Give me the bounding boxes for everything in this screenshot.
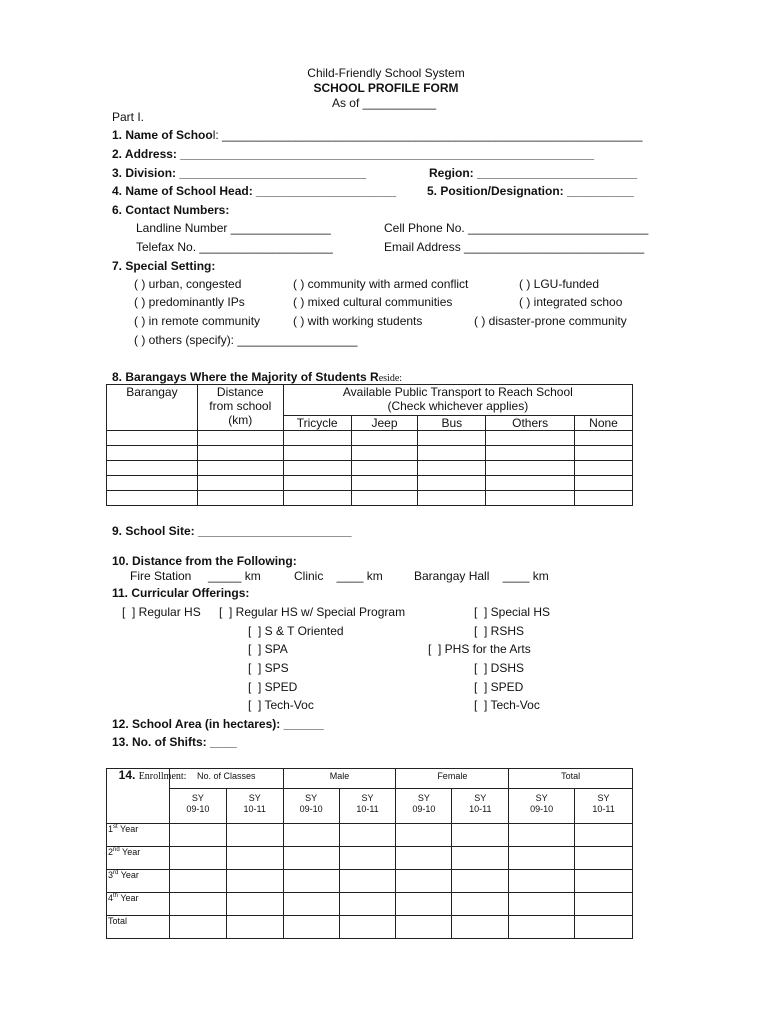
- special-setting-title: 7. Special Setting:: [112, 259, 216, 273]
- phs-arts-option: [ ] PHS for the Arts: [428, 642, 531, 656]
- sy-1011-female: SY 10-11: [452, 789, 509, 824]
- school-head-field: 4. Name of School Head: _____________________: [112, 184, 397, 198]
- table-row: [107, 824, 633, 847]
- rshs-option: [ ] RSHS: [474, 624, 525, 638]
- cell[interactable]: [283, 916, 339, 939]
- fire-station-field: Fire Station _____ km: [130, 569, 261, 583]
- sy-1011-total: SY 10-11: [575, 789, 633, 824]
- cell[interactable]: [575, 870, 633, 893]
- cell[interactable]: [351, 431, 418, 446]
- cell[interactable]: [575, 476, 633, 491]
- cell[interactable]: [107, 431, 198, 446]
- position-field: 5. Position/Designation: __________: [427, 184, 634, 198]
- st-oriented-option: [ ] S & T Oriented: [248, 624, 344, 638]
- option-integrated: ( ) integrated schoo: [519, 295, 623, 309]
- sy-1011-classes: SY 10-11: [226, 789, 283, 824]
- cell[interactable]: [339, 870, 396, 893]
- cell[interactable]: [509, 893, 575, 916]
- sped-option: [ ] SPED: [248, 680, 298, 694]
- cell[interactable]: [575, 847, 633, 870]
- row-label-4th-year: 4th Year: [107, 893, 170, 916]
- cell[interactable]: [575, 824, 633, 847]
- cell[interactable]: [107, 446, 198, 461]
- cell[interactable]: [339, 847, 396, 870]
- sy-0910-classes: SY 09-10: [169, 789, 226, 824]
- cell[interactable]: [509, 916, 575, 939]
- col-others: Others: [486, 416, 575, 431]
- cell[interactable]: [452, 824, 509, 847]
- cell[interactable]: [509, 824, 575, 847]
- option-mixed-cultural: ( ) mixed cultural communities: [293, 295, 453, 309]
- table-row: [107, 847, 633, 870]
- cell[interactable]: [396, 824, 452, 847]
- table-row: [107, 870, 633, 893]
- sy-0910-male: SY 09-10: [283, 789, 339, 824]
- contact-numbers-title: 6. Contact Numbers:: [112, 203, 230, 217]
- special-hs-option: [ ] Special HS: [474, 605, 551, 619]
- row-label-1st-year: 1st Year: [107, 824, 170, 847]
- cell[interactable]: [226, 893, 283, 916]
- col-bus: Bus: [418, 416, 486, 431]
- cell[interactable]: [575, 893, 633, 916]
- group-classes: No. of Classes: [169, 769, 283, 789]
- sy-1011-male: SY 10-11: [339, 789, 396, 824]
- techvoc-right-option: [ ] Tech-Voc: [474, 698, 540, 712]
- cell[interactable]: [283, 870, 339, 893]
- distance-header-line2: from school: [209, 399, 272, 413]
- techvoc-option: [ ] Tech-Voc: [248, 698, 314, 712]
- cell[interactable]: [396, 916, 452, 939]
- col-jeep: Jeep: [351, 416, 418, 431]
- school-site-field: 9. School Site: _______________________: [112, 524, 352, 538]
- regular-special-option: [ ] Regular HS w/ Special Program: [219, 605, 406, 619]
- telefax-field: Telefax No. ____________________: [136, 240, 333, 254]
- landline-field: Landline Number _______________: [136, 221, 331, 235]
- cell[interactable]: [396, 893, 452, 916]
- sped-right-option: [ ] SPED: [474, 680, 524, 694]
- col-distance-header: [197, 385, 283, 431]
- cell[interactable]: [283, 446, 351, 461]
- cell[interactable]: [351, 461, 418, 476]
- cell[interactable]: [486, 461, 575, 476]
- col-none: None: [575, 416, 633, 431]
- table-row: [107, 893, 633, 916]
- cell[interactable]: [339, 893, 396, 916]
- address-field: 2. Address: ______________________________________________________________: [112, 147, 595, 161]
- cell[interactable]: [283, 491, 351, 506]
- cell[interactable]: [486, 476, 575, 491]
- cell[interactable]: [169, 916, 226, 939]
- cell[interactable]: [226, 870, 283, 893]
- cell[interactable]: [169, 893, 226, 916]
- option-working-students: ( ) with working students: [293, 314, 423, 328]
- group-total: Total: [509, 769, 633, 789]
- cellphone-field: Cell Phone No. ___________________________: [384, 221, 649, 235]
- option-urban: ( ) urban, congested: [134, 277, 242, 291]
- cell[interactable]: [283, 476, 351, 491]
- cell[interactable]: [107, 476, 198, 491]
- form-title: SCHOOL PROFILE FORM: [313, 81, 459, 95]
- cell[interactable]: [226, 824, 283, 847]
- cell[interactable]: [418, 491, 486, 506]
- cell[interactable]: [452, 847, 509, 870]
- transport-header: [283, 385, 632, 416]
- col-tricycle: Tricycle: [283, 416, 351, 431]
- transport-header-line2: (Check whichever applies): [387, 399, 529, 413]
- cell[interactable]: [418, 431, 486, 446]
- barangay-table: [106, 384, 633, 506]
- table-row: [107, 491, 633, 506]
- cell[interactable]: [351, 446, 418, 461]
- cell[interactable]: [226, 916, 283, 939]
- barangay-hall-field: Barangay Hall ____ km: [414, 569, 549, 583]
- option-remote: ( ) in remote community: [134, 314, 261, 328]
- cell[interactable]: [509, 870, 575, 893]
- cell[interactable]: [107, 461, 198, 476]
- school-name-field: [112, 128, 642, 142]
- table-row: [107, 446, 633, 461]
- cell[interactable]: [339, 824, 396, 847]
- spa-option: [ ] SPA: [248, 642, 288, 656]
- sy-0910-total: SY 09-10: [509, 789, 575, 824]
- region-field: Region: ________________________: [429, 166, 638, 180]
- cell[interactable]: [452, 916, 509, 939]
- clinic-field: Clinic ____ km: [294, 569, 383, 583]
- sy-0910-female: SY 09-10: [396, 789, 452, 824]
- cell[interactable]: [575, 446, 633, 461]
- cell[interactable]: [486, 446, 575, 461]
- cell[interactable]: [197, 491, 283, 506]
- cell[interactable]: [418, 461, 486, 476]
- barangay-section-title: [112, 370, 402, 384]
- cell[interactable]: [197, 446, 283, 461]
- cell[interactable]: [339, 916, 396, 939]
- sps-option: [ ] SPS: [248, 661, 289, 675]
- enrollment-table: [106, 768, 633, 939]
- option-armed-conflict: ( ) community with armed conflict: [293, 277, 469, 291]
- cell[interactable]: [575, 491, 633, 506]
- cell[interactable]: [283, 847, 339, 870]
- enrollment-corner: [107, 769, 170, 824]
- cell[interactable]: [197, 431, 283, 446]
- enrollment-number: 14.: [118, 768, 139, 782]
- table-row: [107, 916, 633, 939]
- shifts-field: 13. No. of Shifts: ____: [112, 735, 237, 749]
- cell[interactable]: [418, 446, 486, 461]
- transport-header-line1: Available Public Transport to Reach School: [342, 385, 573, 399]
- barangay-title-main: 8. Barangays Where the Majority of Students R: [112, 370, 379, 384]
- row-label-3rd-year: 3rd Year: [107, 870, 170, 893]
- cell[interactable]: [452, 893, 509, 916]
- group-female: Female: [396, 769, 509, 789]
- cell[interactable]: [452, 870, 509, 893]
- distance-title: 10. Distance from the Following:: [112, 554, 297, 568]
- cell[interactable]: [509, 847, 575, 870]
- cell[interactable]: [396, 847, 452, 870]
- table-row: [107, 476, 633, 491]
- group-male: Male: [283, 769, 396, 789]
- distance-header-line3: (km): [228, 413, 253, 427]
- cell[interactable]: [226, 847, 283, 870]
- option-lgu-funded: ( ) LGU-funded: [519, 277, 600, 291]
- row-label-2nd-year: 2nd Year: [107, 847, 170, 870]
- enrollment-title-text: Enrollment:: [138, 771, 187, 782]
- cell[interactable]: [351, 491, 418, 506]
- distance-header-line1: Distance: [216, 385, 264, 399]
- option-disaster-prone: ( ) disaster-prone community: [474, 314, 627, 328]
- table-row: [107, 431, 633, 446]
- division-field: 3. Division: ____________________________: [112, 166, 367, 180]
- cell[interactable]: [418, 476, 486, 491]
- cell[interactable]: [169, 847, 226, 870]
- col-barangay-header: Barangay: [107, 385, 198, 431]
- cell[interactable]: [575, 461, 633, 476]
- barangay-title-tail: eside:: [378, 373, 403, 384]
- curricular-title: 11. Curricular Offerings:: [112, 586, 250, 600]
- cell[interactable]: [575, 431, 633, 446]
- cell[interactable]: [396, 870, 452, 893]
- system-name: Child-Friendly School System: [307, 66, 465, 80]
- as-of-line: As of ___________: [331, 96, 437, 110]
- table-row: [107, 461, 633, 476]
- cell[interactable]: [486, 491, 575, 506]
- school-area-field: 12. School Area (in hectares): ______: [112, 717, 324, 731]
- cell[interactable]: [283, 461, 351, 476]
- cell[interactable]: [197, 461, 283, 476]
- regular-hs-option: [ ] Regular HS: [122, 605, 201, 619]
- option-others: ( ) others (specify): __________________: [134, 333, 358, 347]
- cell[interactable]: [169, 870, 226, 893]
- school-name-line: l: _______________________________________________________________: [212, 128, 643, 142]
- cell[interactable]: [169, 824, 226, 847]
- cell[interactable]: [283, 431, 351, 446]
- option-ips: ( ) predominantly IPs: [134, 295, 245, 309]
- part-label: Part I.: [112, 110, 145, 124]
- school-name-label: 1. Name of Schoo: [112, 128, 213, 142]
- dshs-option: [ ] DSHS: [474, 661, 525, 675]
- cell[interactable]: [107, 491, 198, 506]
- cell[interactable]: [197, 476, 283, 491]
- cell[interactable]: [575, 916, 633, 939]
- cell[interactable]: [351, 476, 418, 491]
- cell[interactable]: [283, 893, 339, 916]
- cell[interactable]: [486, 431, 575, 446]
- email-field: Email Address ___________________________: [384, 240, 645, 254]
- cell[interactable]: [283, 824, 339, 847]
- row-label-total: Total: [107, 916, 170, 939]
